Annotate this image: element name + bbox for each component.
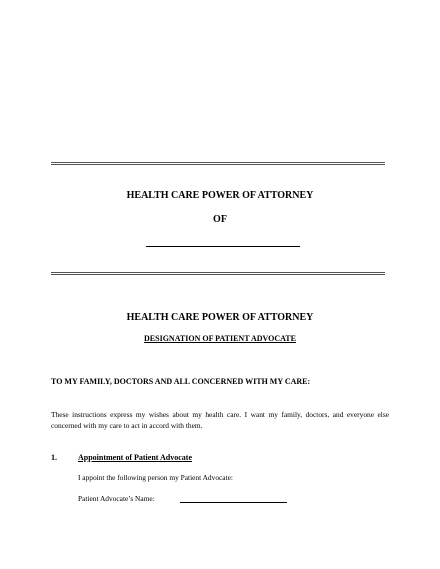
addressee-heading: TO MY FAMILY, DOCTORS AND ALL CONCERNED WITH MY CARE:	[51, 377, 311, 386]
advocate-name-label: Patient Advocate’s Name:	[78, 494, 155, 503]
section-heading: Appointment of Patient Advocate	[78, 453, 192, 462]
of-label: OF	[213, 214, 227, 225]
section-number: 1.	[51, 453, 57, 462]
intro-paragraph: These instructions express my wishes about my health care. I want my family, doctors, and everyone else concerned with my care to act in accord with them.	[51, 410, 389, 430]
document-title-repeat: HEALTH CARE POWER OF ATTORNEY	[126, 312, 314, 323]
top-double-rule	[51, 162, 385, 165]
document-subtitle: DESIGNATION OF PATIENT ADVOCATE	[144, 334, 296, 343]
appoint-statement: I appoint the following person my Patient Advocate:	[78, 473, 233, 482]
principal-name-blank[interactable]	[146, 246, 300, 247]
advocate-name-blank[interactable]	[180, 502, 287, 503]
middle-double-rule	[51, 272, 385, 275]
document-title: HEALTH CARE POWER OF ATTORNEY	[126, 190, 314, 201]
